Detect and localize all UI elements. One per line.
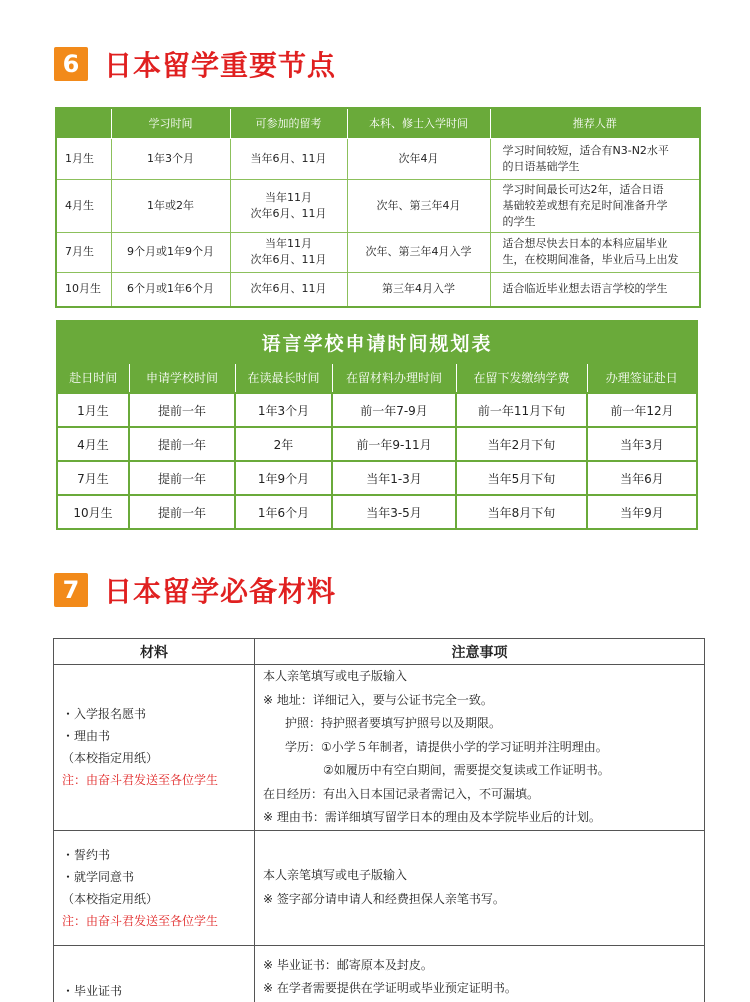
table-cell: 6个月或1年6个月 bbox=[111, 272, 230, 307]
red-note: 注：由奋斗君发送至各位学生 bbox=[62, 773, 219, 788]
table-cell: 当年6月 bbox=[587, 461, 697, 495]
material-item: ・誓约书 bbox=[62, 847, 111, 862]
note-line: 护照：持护照者要填写护照号以及期限。 bbox=[285, 716, 502, 730]
table-cell: 次年4月 bbox=[347, 138, 490, 179]
materials-cell bbox=[54, 945, 255, 1002]
table-cell: 1月生 bbox=[56, 138, 111, 179]
table-cell: 当年2月下旬 bbox=[456, 427, 587, 461]
table-row bbox=[56, 179, 700, 232]
table-row bbox=[54, 665, 705, 831]
section-7-header bbox=[54, 570, 336, 610]
header-cell: 学习时间 bbox=[111, 108, 230, 138]
table-cell: 10月生 bbox=[57, 495, 129, 529]
table-cell: 1年6个月 bbox=[235, 495, 332, 529]
section-title: 日本留学必备材料 bbox=[104, 575, 337, 608]
header-cell: 本科、修士入学时间 bbox=[347, 108, 490, 138]
table-header-row bbox=[56, 108, 700, 138]
key-timeline-table bbox=[55, 107, 701, 308]
header-cell: 赴日时间 bbox=[57, 363, 129, 393]
table-row bbox=[57, 393, 697, 427]
table-cell: 第三年4月入学 bbox=[347, 272, 490, 307]
cell-line: 的日语基础学生 bbox=[502, 159, 580, 173]
section-title: 日本留学重要节点 bbox=[104, 49, 337, 82]
table-cell: 当年6月、11月 bbox=[230, 138, 347, 179]
cell-line: 当年11月 bbox=[265, 237, 312, 250]
note-line: ※ 毕业证书：邮寄原本及封皮。 bbox=[263, 957, 433, 972]
header-cell: 注意事项 bbox=[255, 639, 705, 665]
table-cell: 次年、第三年4月 bbox=[347, 179, 490, 232]
table-cell: 当年3-5月 bbox=[332, 495, 456, 529]
cell-line: 学习时间较短，适合有N3-N2水平 bbox=[502, 143, 669, 157]
table-cell: 前一年11月下旬 bbox=[456, 393, 587, 427]
header-cell: 在留材料办理时间 bbox=[332, 363, 456, 393]
note-line: ※ 理由书：需详细填写留学日本的理由及本学院毕业后的计划。 bbox=[263, 810, 601, 824]
table-cell: 9个月或1年9个月 bbox=[111, 232, 230, 272]
section-number-badge: 7 bbox=[54, 573, 88, 607]
notes-cell bbox=[255, 945, 705, 1002]
table-row bbox=[54, 830, 705, 945]
material-item: （本校指定用纸） bbox=[62, 891, 159, 906]
table-cell bbox=[490, 232, 700, 272]
cell-line: 次年6月、11月 bbox=[250, 206, 327, 220]
table-cell: 当年5月下旬 bbox=[456, 461, 587, 495]
red-note: 注：由奋斗君发送至各位学生 bbox=[62, 913, 219, 928]
table-header-row bbox=[54, 639, 705, 665]
note-line: 学历：①小学５年制者，请提供小学的学习证明并注明理由。 bbox=[285, 739, 608, 754]
table-cell: 10月生 bbox=[56, 272, 111, 307]
table-cell: 提前一年 bbox=[129, 427, 235, 461]
notes-cell bbox=[255, 830, 705, 945]
header-cell: 推荐人群 bbox=[490, 108, 700, 138]
language-school-schedule-table bbox=[56, 320, 698, 530]
table-cell: 7月生 bbox=[57, 461, 129, 495]
materials-cell bbox=[54, 665, 255, 831]
cell-line: 生，在校期间准备，毕业后马上出发 bbox=[502, 253, 679, 266]
table-row bbox=[54, 945, 705, 1002]
table-cell: 提前一年 bbox=[129, 461, 235, 495]
materials-cell bbox=[54, 830, 255, 945]
table-cell: 适合临近毕业想去语言学校的学生 bbox=[490, 272, 700, 307]
cell-line: 学习时间最长可达2年，适合日语 bbox=[502, 182, 664, 196]
table-cell: 1年3个月 bbox=[111, 138, 230, 179]
table-row bbox=[56, 232, 700, 272]
table-cell bbox=[490, 179, 700, 232]
table-cell: 1年9个月 bbox=[235, 461, 332, 495]
table-row bbox=[56, 272, 700, 307]
required-materials-table bbox=[53, 638, 705, 1002]
section-6-header bbox=[54, 44, 336, 84]
table-row bbox=[57, 427, 697, 461]
material-item: ・就学同意书 bbox=[62, 869, 135, 884]
table-cell: 1年或2年 bbox=[111, 179, 230, 232]
table-cell: 1月生 bbox=[57, 393, 129, 427]
material-item: ・毕业证书 bbox=[62, 983, 123, 998]
note-line: 本人亲笔填写或电子版输入 bbox=[263, 669, 408, 683]
header-cell: 材料 bbox=[54, 639, 255, 665]
cell-line: 基础较差或想有充足时间准备升学 bbox=[502, 198, 668, 212]
note-line: 在日经历：有出入日本国记录者需记入，不可漏填。 bbox=[263, 786, 540, 801]
header-cell bbox=[56, 108, 111, 138]
header-cell: 在读最长时间 bbox=[235, 363, 332, 393]
table-cell: 4月生 bbox=[56, 179, 111, 232]
cell-line: 的学生 bbox=[502, 214, 536, 228]
table-cell: 1年3个月 bbox=[235, 393, 332, 427]
table-cell: 当年8月下旬 bbox=[456, 495, 587, 529]
section-number-badge: 6 bbox=[54, 47, 88, 81]
cell-line: 适合想尽快去日本的本科应届毕业 bbox=[502, 237, 668, 250]
material-item: ・理由书 bbox=[62, 729, 111, 744]
table-cell bbox=[230, 179, 347, 232]
table-row bbox=[57, 495, 697, 529]
table-cell: 4月生 bbox=[57, 427, 129, 461]
table-cell: 提前一年 bbox=[129, 393, 235, 427]
header-cell: 申请学校时间 bbox=[129, 363, 235, 393]
table-cell bbox=[490, 138, 700, 179]
notes-cell bbox=[255, 665, 705, 831]
table-row bbox=[57, 461, 697, 495]
table-header-row bbox=[57, 363, 697, 393]
header-cell: 办理签证赴日 bbox=[587, 363, 697, 393]
table-cell: 2年 bbox=[235, 427, 332, 461]
table-cell: 当年1-3月 bbox=[332, 461, 456, 495]
table-cell: 次年6月、11月 bbox=[230, 272, 347, 307]
table-cell: 前一年9-11月 bbox=[332, 427, 456, 461]
table-cell: 7月生 bbox=[56, 232, 111, 272]
table-cell: 提前一年 bbox=[129, 495, 235, 529]
table-cell: 当年3月 bbox=[587, 427, 697, 461]
table-cell bbox=[230, 232, 347, 272]
header-cell: 在留下发缴纳学费 bbox=[456, 363, 587, 393]
table-cell: 前一年7-9月 bbox=[332, 393, 456, 427]
note-line: 本人亲笔填写或电子版输入 bbox=[263, 868, 408, 882]
material-item: ・入学报名愿书 bbox=[62, 707, 147, 722]
table-cell: 当年9月 bbox=[587, 495, 697, 529]
cell-line: 当年11月 bbox=[265, 190, 312, 204]
schedule-table-title: 语言学校申请时间规划表 bbox=[57, 321, 697, 363]
table-cell: 次年、第三年4月入学 bbox=[347, 232, 490, 272]
cell-line: 次年6月、11月 bbox=[250, 253, 327, 266]
note-line: ②如履历中有空白期间，需要提交复读或工作证明书。 bbox=[323, 763, 610, 777]
note-line: ※ 在学者需要提供在学证明或毕业预定证明书。 bbox=[263, 981, 517, 995]
header-cell: 可参加的留考 bbox=[230, 108, 347, 138]
note-line: ※ 地址：详细记入，要与公证书完全一致。 bbox=[263, 692, 493, 707]
table-cell: 前一年12月 bbox=[587, 393, 697, 427]
table-row bbox=[56, 138, 700, 179]
material-item: （本校指定用纸） bbox=[62, 751, 159, 766]
note-line: ※ 签字部分请申请人和经费担保人亲笔书写。 bbox=[263, 891, 505, 906]
